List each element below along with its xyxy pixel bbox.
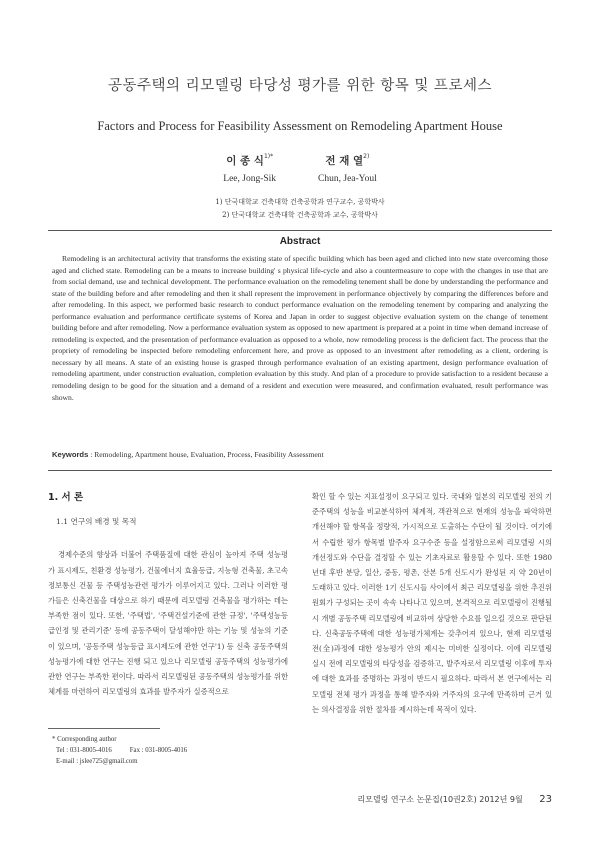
author-1-name-korean: 이 종 식: [226, 155, 264, 167]
footnote-corresponding: * Corresponding author: [52, 736, 117, 743]
keywords-label: Keywords: [52, 450, 89, 459]
body-column-right: [312, 489, 552, 717]
body-column-left: [48, 490, 288, 699]
abstract-top-rule: [48, 230, 552, 231]
author-1: [223, 153, 276, 184]
author-1-affil-mark: 1)*: [263, 153, 274, 160]
author-2-name-english: Chun, Jea-Youl: [318, 174, 377, 184]
abstract-text: Remodeling is an architectural activity that transforms the existing state of specific building which has been aged and cliched into new state overcoming those aged and cliched state. Remodeling can be a means to increase building' s physical life-cycle and also a countermeasure to cope with the changes in use that are from social demand, use and technical development. The performance evaluation on the remodeling tenement shall be done by understanding the performance and state of the building before and after remodeling and then it shall represent the improvement in performance objectively by comparing the differences before and after remodeling. In this aspect, we performed basic research to conduct performance evaluation on the remodeling tenement by comparing and analyzing the performance evaluation and performance certificate systems of Korea and Japan in order to suggest objective evaluation system on the change of tenement building before and after remodeling. Now a performance evaluation system as opposed to new apartment is prepared at a point in time when demand increase of remodeling is expected, and the presentation of performance evaluation as opposed to a whole, now remodeling process is the deficient fact. The process that the propriety of remodeling be inspected before remodeling enforcement here, and prove as opposed to an investment after remodeling as a client, ordering is necessary by all means. A state of an existing house is grasped through performance evaluation of an existing apartment, design performance evaluation of remodeling apartment, under construction evaluation, completion evaluation by this study. And plan of a procedure to provide satisfaction to a resident because a remodeling design to be good for the situation and a demand of a resident and execution were measured, and confirmation evaluated, result performance was shown.: [52, 254, 548, 402]
author-2-affil-mark: 2): [363, 153, 370, 160]
author-list: [0, 153, 600, 184]
paper-title-english: Factors and Process for Feasibility Assessment on Remodeling Apartment House: [97, 119, 503, 133]
body-paragraph-right: 확인 할 수 있는 지표설정이 요구되고 있다. 국내와 일본의 리모델링 전의 기준주택의 성능을 비교분석하여 체계적, 객관적으로 현재의 성능을 파악하면 개선해야 할 항목을 정량적, 가시적으로 도출하는 수단이 될 것이다. 여기에서 수립한 평가 항목별 발주자 요구수준 등을 설정함으로써 리모델링 시의 개선정도와 수단을 결정할 수 있는 기초자료로 활용할 수 있다. 또한 1980년대 후반 분당, 일산, 중동, 평촌, 산본 5개 신도시가 완성된 지 약 20년이 도래하고 있다. 이러한 1기 신도시들 사이에서 최근 리모델링을 위한 추진위원회가 구성되는 곳이 속속 나타나고 있으며, 본격적으로 리모델링이 진행될시 개별 공동주택 리모델링에 비교하여 상당한 수요를 일으킬 것으로 판단된다. 신축공동주택에 대한 성능평가체계는 갖추어져 있으나, 현재 리모델링 전(全)과정에 대한 성능평가 안의 제시는 미비한 실정이다. 이에 리모델링 실시 전에 리모델링의 타당성을 검증하고, 발주자로서 리모델링 이후에 투자에 대한 효과를 증명하는 과정이 반드시 필요하다. 따라서 본 연구에서는 리모델링 전체 평가 과정을 통해 발주자와 거주자의 요구에 만족하며 근거 있는 의사결정을 위한 절차를 제시하는데 목적이 있다.: [312, 492, 552, 714]
footnote: [52, 734, 187, 767]
affiliation-2: 2) 단국대학교 건축대학 건축공학과 교수, 공학박사: [222, 211, 378, 219]
keywords-line: [52, 450, 548, 459]
author-1-name-english: Lee, Jong-Sik: [223, 174, 277, 184]
abstract-heading: Abstract: [279, 236, 321, 247]
subsection-heading: 1.1 연구의 배경 및 목적: [56, 517, 137, 527]
section-heading: 1. 서 론: [48, 492, 84, 503]
footnote-rule: [48, 728, 160, 729]
affiliation-1: 1) 단국대학교 건축대학 건축공학과 연구교수, 공학박사: [215, 198, 385, 206]
footnote-tel: Tel : 031-8005-4016: [56, 747, 112, 754]
abstract-bottom-rule: [48, 470, 552, 471]
body-paragraph-left: 경제수준의 향상과 더불어 주택품질에 대한 관심이 높아져 주택 성능평가 표시제도, 친환경 성능평가, 건물에너지 효율등급, 지능형 건축물, 초고속 정보통신 건물 등 주택성능관련 평가가 이루어지고 있다. 그러나 이러한 평가들은 신축건물을 대상으로 하기 때문에 리모델링 건축물을 평가하는 데는 부족한 점이 있다. 또한, '주택법', '주택건설기준에 관한 규정', '주택성능등급인정 및 관리기준' 등에 공동주택이 달성해야만 하는 기능 및 성능의 기준이 있으며, '공동주택 성능등급 표시제도에 관한 연구'1) 등 신축 공동주택의 성능평가에 대한 연구는 진행 되고 있으나 리모델링 공동주택의 성능평가에 관한 연구는 부족한 편이다. 따라서 리모델링된 공동주택의 성능평가를 위한 체계를 마련하여 리모델링의 효과를 발주자가 실증적으로: [48, 550, 288, 697]
page-number: 23: [539, 794, 552, 805]
keywords-text: : Remodeling, Apartment house, Evaluation, Process, Feasibility Assessment: [90, 450, 324, 459]
page-footer: [357, 794, 552, 805]
affiliations: [0, 196, 600, 222]
footnote-fax: Fax : 031-8005-4016: [129, 747, 188, 754]
author-2-name-korean: 전 재 열: [325, 155, 364, 167]
paper-title-korean: 공동주택의 리모델링 타당성 평가를 위한 항목 및 프로세스: [108, 78, 492, 94]
footnote-email: E-mail : jslee725@gmail.com: [56, 758, 138, 765]
author-2: [318, 153, 377, 184]
journal-citation: 리모델링 연구소 논문집(10권2호) 2012년 9월: [357, 795, 523, 804]
